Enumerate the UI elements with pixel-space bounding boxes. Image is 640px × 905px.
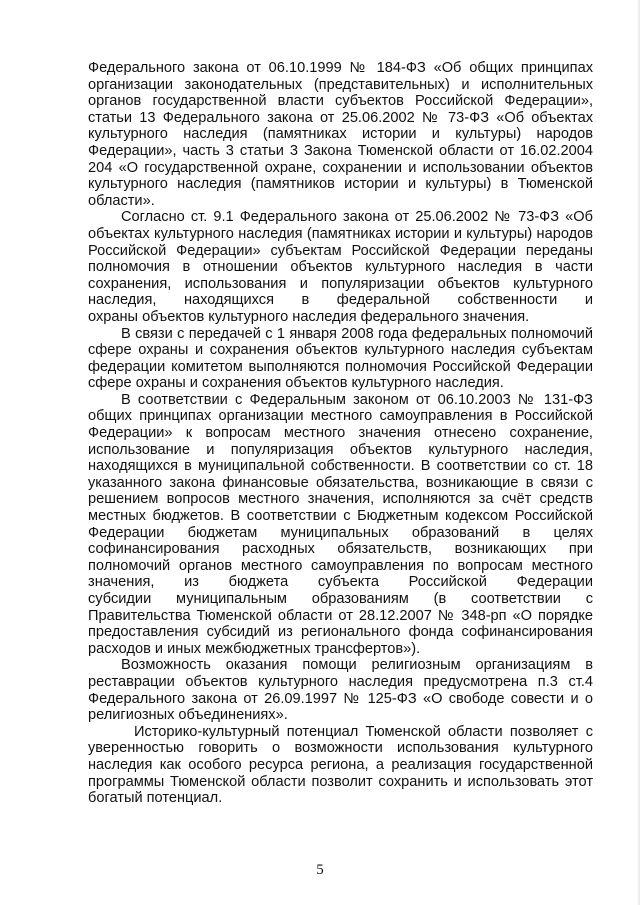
text-line: значения, из бюджета субъекта Российской Федерации [88,574,593,591]
text-line: сфере охраны и сохранения объектов культурного наследия субъектам [88,342,593,359]
text-line: Федерального закона от 26.09.1997 № 125-ФЗ «О свободе совести и о [88,690,593,707]
text-line: полномочия в отношении объектов культурного наследия в части [88,259,593,276]
text-line: использование и популяризация объектов культурного наследия, [88,441,593,458]
text-line: решением вопросов местного значения, исполняются за счёт средств [88,491,593,508]
text-line: объектах культурного наследия (памятниках истории и культуры) народов [88,225,593,242]
body-text [88,60,593,807]
text-line: Федерального закона от 06.10.1999 № 184-ФЗ «Об общих принципах [88,60,593,76]
text-line: наследия как особого ресурса региона, а реализация государственной [88,756,593,773]
text-line: предоставления субсидий из регионального фонда софинансирования [88,624,593,641]
text-line: реставрации объектов культурного наследия предусмотрена п.3 ст.4 [88,673,593,690]
paragraph [88,392,593,658]
text-line: религиозных объединениях». [88,707,288,724]
text-line: сохранения, использования и популяризации объектов культурного [88,275,593,292]
text-line: области». [88,192,155,209]
text-line: Федерации» к вопросам местного значения отнесено сохранение, [88,425,593,442]
text-line: указанного закона финансовые обязательства, возникающие в связи с [88,474,593,491]
text-line: софинансирования расходных обязательств, возникающих при [88,541,593,558]
text-line: федерации комитетом выполняются полномочия Российской Федерации [88,358,593,375]
text-line: полномочий органов местного самоуправления по вопросам местного [88,557,593,574]
paragraph [88,209,593,325]
paragraph [88,724,593,807]
text-line: Согласно ст. 9.1 Федерального закона от 25.06.2002 № 73-ФЗ «Об [121,209,593,226]
text-line: местных бюджетов. В соответствии с Бюджетным кодексом Российской [88,508,593,525]
text-line: культурного наследия (памятников истории и культуры) в Тюменской [88,176,593,193]
text-line: Возможность оказания помощи религиозным организациям в [121,657,593,674]
page-number: 5 [316,862,324,878]
text-line: уверенностью говорить о возможности использования культурного [88,740,593,757]
text-line: охраны объектов культурного наследия федерального значения. [88,308,530,325]
text-line: 204 «О государственной охране, сохранении и использовании объектов [88,159,593,176]
paragraph [88,60,593,209]
text-line: культурного наследия (памятниках истории и культуры) народов [88,126,593,143]
text-line: Федерации бюджетам муниципальных образований в целях [88,524,593,541]
text-line: организации законодательных (представительных) и исполнительных [88,76,593,93]
text-line: Федерации», часть 3 статьи 3 Закона Тюменской области от 16.02.2004 [88,142,593,159]
text-line: Правительства Тюменской области от 28.12.2007 № 348-рп «О порядке [88,607,593,624]
text-line: программы Тюменской области позволит сохранить и использовать этот [88,773,593,790]
text-line: расходов и иных межбюджетных трансфертов»). [88,640,421,657]
paragraph [88,657,593,723]
text-line: наследия, находящихся в федеральной собственности и [88,292,593,309]
text-line: богатый потенциал. [88,790,223,807]
text-line: Российской Федерации» субъектам Российской Федерации переданы [88,242,593,259]
text-line: В соответствии с Федеральным законом от 06.10.2003 № 131-ФЗ [121,391,593,408]
text-line: сфере охраны и сохранения объектов культурного наследия. [88,375,504,392]
text-line: Историко-культурный потенциал Тюменской области позволяет с [134,723,593,740]
text-line: В связи с передачей с 1 января 2008 года федеральных полномочий [121,325,593,342]
text-line: общих принципах организации местного самоуправления в Российской [88,408,593,425]
text-line: органов государственной власти субъектов Российской Федерации», [88,93,593,110]
text-line: статьи 13 Федерального закона от 25.06.2002 № 73-ФЗ «Об объектах [88,109,593,126]
paragraph [88,326,593,392]
text-line: субсидии муниципальным образованиям (в соответствии с [88,591,593,607]
text-line: находящихся в муниципальной собственности. В соответствии со ст. 18 [88,458,593,475]
